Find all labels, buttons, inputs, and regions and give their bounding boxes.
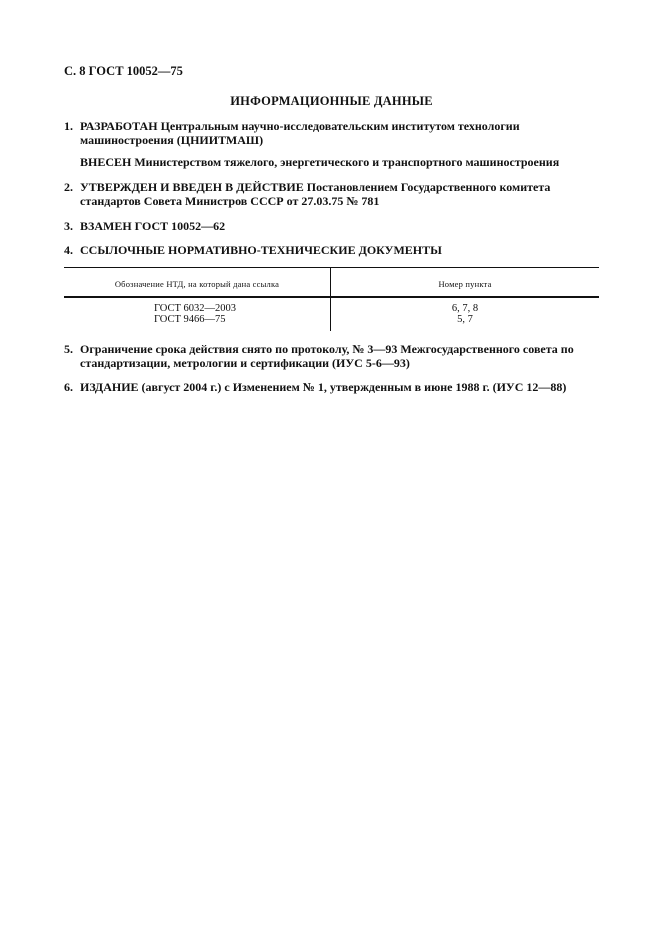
item-number: 1. bbox=[64, 119, 73, 133]
item-6 bbox=[64, 380, 599, 394]
table-header-ntd: Обозначение НТД, на который дана ссылка bbox=[114, 279, 280, 289]
table-top-rule bbox=[64, 267, 599, 268]
item-lead: РАЗРАБОТАН bbox=[80, 119, 158, 133]
item-text: Центральным научно-исследовательским институтом технологии машиностроения (ЦНИИТМАШ) bbox=[80, 119, 520, 147]
item-lead: ВНЕСЕН bbox=[80, 155, 132, 169]
item-1 bbox=[64, 119, 599, 147]
item-2 bbox=[64, 180, 599, 208]
table-cell-clause: 5, 7 bbox=[457, 314, 473, 325]
item-lead: УТВЕРЖДЕН И ВВЕДЕН В ДЕЙСТВИЕ bbox=[80, 180, 304, 194]
table-header-clause: Номер пункта bbox=[438, 279, 492, 289]
item-number: 5. bbox=[64, 342, 73, 356]
section-title: ИНФОРМАЦИОННЫЕ ДАННЫЕ bbox=[230, 94, 433, 108]
item-text: Постановлением Государственного комитета стандартов Совета Министров СССР от 27.03.75 № 781 bbox=[80, 180, 551, 208]
table-cell-ntd: ГОСТ 6032—2003 bbox=[154, 303, 237, 314]
item-4 bbox=[64, 243, 599, 257]
table-header-rule bbox=[64, 296, 599, 298]
item-text: Министерством тяжелого, энергетического и транспортного машиностроения bbox=[134, 155, 560, 169]
item-text: Ограничение срока действия снято по протоколу, № 3—93 Межгосударственного совета по стандартизации, метрологии и сертификации (ИУС 5-6—93) bbox=[80, 342, 574, 370]
table-cell-clause: 6, 7, 8 bbox=[451, 303, 479, 314]
item-5 bbox=[64, 342, 599, 370]
item-3 bbox=[64, 219, 599, 233]
page-header: С. 8 ГОСТ 10052—75 bbox=[64, 64, 183, 78]
table-cell-ntd: ГОСТ 9466—75 bbox=[154, 314, 226, 325]
item-lead: ССЫЛОЧНЫЕ НОРМАТИВНО-ТЕХНИЧЕСКИЕ ДОКУМЕНТЫ bbox=[80, 243, 442, 257]
item-number: 3. bbox=[64, 219, 73, 233]
item-lead: ВЗАМЕН ГОСТ 10052—62 bbox=[80, 219, 226, 233]
item-number: 2. bbox=[64, 180, 73, 194]
item-text: ИЗДАНИЕ (август 2004 г.) с Изменением № 1, утвержденным в июне 1988 г. (ИУС 12—88) bbox=[80, 380, 567, 394]
item-number: 4. bbox=[64, 243, 73, 257]
item-vnesen bbox=[64, 155, 599, 169]
item-number: 6. bbox=[64, 380, 73, 394]
